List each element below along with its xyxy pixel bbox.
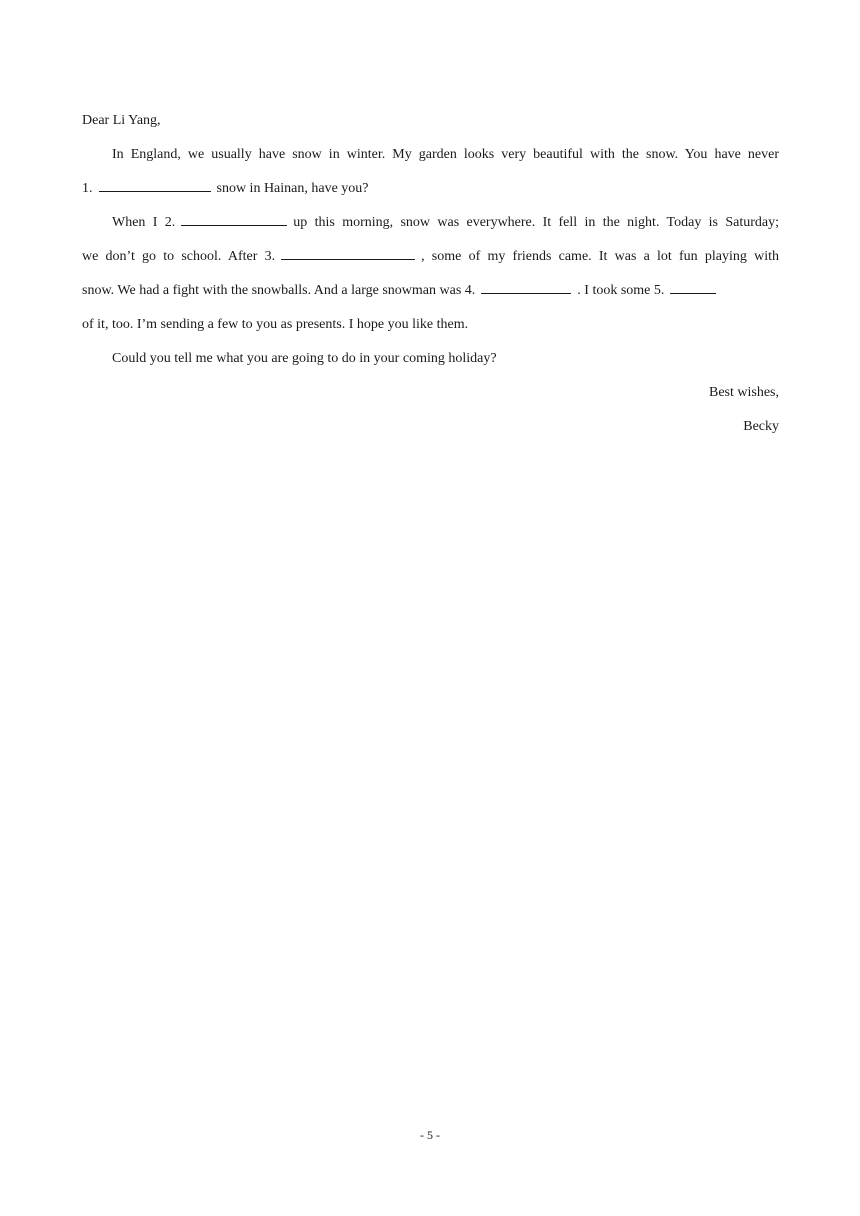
paragraph-2-text-a: When I 2. bbox=[112, 215, 176, 230]
paragraph-1-line-2 bbox=[82, 174, 779, 208]
paragraph-1-text-end: snow in Hainan, have you? bbox=[216, 181, 369, 196]
blank-1[interactable] bbox=[99, 179, 211, 192]
closing: Best wishes, bbox=[709, 385, 779, 400]
paragraph-2-text-d: , some of my friends came. It was a lot fun playing with bbox=[421, 249, 779, 264]
letter bbox=[82, 106, 779, 446]
paragraph-2-line-2 bbox=[82, 242, 779, 276]
paragraph-2-line-1 bbox=[82, 208, 779, 242]
paragraph-2-text-e: snow. We had a fight with the snowballs. And a large snowman was 4. bbox=[82, 283, 476, 298]
paragraph-1-line-1 bbox=[82, 140, 779, 174]
blank-number-1: 1. bbox=[82, 181, 93, 196]
blank-4[interactable] bbox=[481, 281, 571, 294]
paragraph-2-text-b: up this morning, snow was everywhere. It fell in the night. Today is Saturday; bbox=[293, 215, 779, 230]
paragraph-3: Could you tell me what you are going to do in your coming holiday? bbox=[112, 351, 497, 366]
signature: Becky bbox=[743, 419, 779, 434]
blank-2[interactable] bbox=[181, 213, 287, 226]
paragraph-1-text: In England, we usually have snow in winter. My garden looks very beautiful with the snow. You have never bbox=[112, 147, 779, 162]
page-number: - 5 - bbox=[420, 1128, 440, 1142]
paragraph-2-text-g: of it, too. I’m sending a few to you as presents. I hope you like them. bbox=[82, 317, 469, 332]
salutation: Dear Li Yang, bbox=[82, 113, 161, 128]
blank-5[interactable] bbox=[670, 281, 716, 294]
blank-3[interactable] bbox=[281, 247, 415, 260]
paragraph-2-text-f: . I took some 5. bbox=[577, 283, 665, 298]
paragraph-2-line-4 bbox=[82, 310, 779, 344]
paragraph-2-line-3 bbox=[82, 276, 779, 310]
paragraph-2-text-c: we don’t go to school. After 3. bbox=[82, 249, 276, 264]
